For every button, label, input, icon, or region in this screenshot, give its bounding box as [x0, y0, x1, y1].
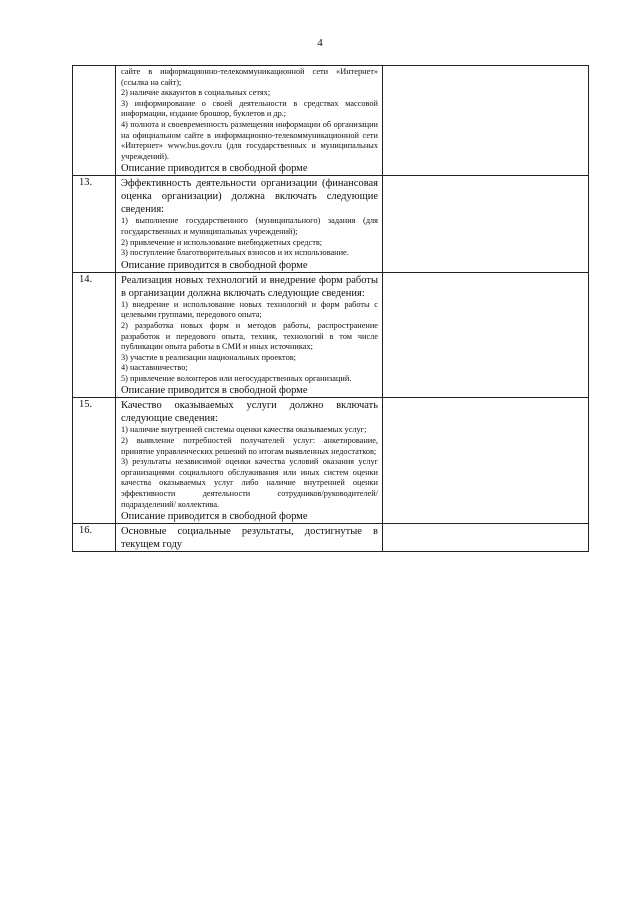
list-item: 2) наличие аккаунтов в социальных сетях;: [121, 88, 271, 98]
row-items: [121, 300, 378, 385]
value-cell: [383, 272, 589, 398]
table-row: [73, 272, 589, 398]
list-item: 5) привлечение волонтеров или негосударственных организаций.: [121, 373, 352, 383]
free-form-note: Описание приводится в свободной форме: [121, 511, 308, 523]
list-item: сайте в информационно-телекоммуникационной сети «Интернет» (ссылка на сайт);: [121, 67, 378, 87]
criteria-table: [72, 65, 589, 552]
list-item: 2) разработка новых форм и методов работы, распространение разработок и передового опыта, техник, технологий в том числе публикации опыта работы в СМИ и иных источниках;: [121, 320, 378, 352]
row-items: [121, 425, 378, 510]
row-heading: Эффективность деятельности организации (финансовая оценка организации) должна включать следующие сведения:: [121, 178, 378, 216]
value-cell: [383, 176, 589, 272]
list-item: 2) выявление потребностей получателей услуг: анкетирование, принятие управленческих решений по итогам выявленных недостатков;: [121, 436, 378, 456]
free-form-note: Описание приводится в свободной форме: [121, 163, 308, 175]
row-description: [116, 398, 383, 524]
list-item: 1) наличие внутренней системы оценки качества оказываемых услуг;: [121, 425, 367, 435]
table-row: [73, 398, 589, 524]
list-item: 1) выполнение государственного (муниципального) задания (для государственных и муниципальных учреждений);: [121, 216, 378, 236]
free-form-note: Описание приводится в свободной форме: [121, 385, 308, 397]
row-heading: Качество оказываемых услуги должно включать следующие сведения:: [121, 400, 378, 425]
list-item: 1) внедрение и использование новых технологий и форм работы с целевыми группами, передового опыта;: [121, 299, 378, 320]
row-description: [116, 524, 383, 552]
row-number: 13.: [73, 176, 116, 272]
row-number: 15.: [73, 398, 116, 524]
list-item: 3) информирование о своей деятельности в средствах массовой информации, издание брошюр, буклетов и др.;: [121, 98, 378, 119]
row-number: [73, 66, 116, 176]
list-item: 2) привлечение и использование внебюджетных средств;: [121, 237, 323, 247]
row-description: [116, 66, 383, 176]
row-number: 16.: [73, 524, 116, 552]
table-row: [73, 524, 589, 552]
page-number: 4: [317, 37, 323, 49]
row-heading: Реализация новых технологий и внедрение форм работы в организации должна включать следующие сведения:: [121, 274, 378, 299]
free-form-note: Описание приводится в свободной форме: [121, 259, 308, 271]
row-description: [116, 272, 383, 398]
row-items: [121, 67, 378, 162]
table-row: [73, 66, 589, 176]
row-items: [121, 216, 378, 258]
value-cell: [383, 398, 589, 524]
row-heading: Основные социальные результаты, достигнутые в текущем году: [121, 526, 378, 551]
value-cell: [383, 66, 589, 176]
list-item: 3) результаты независимой оценки качества условий оказания услуг организациями социального обслуживания или иных систем оценки качества оказываемых услуг либо наличие внутренней оценки эффективности деятельности сотрудников/руководителей/подразделений/ коллектива.: [121, 457, 378, 509]
list-item: 3) поступление благотворительных взносов и их использование.: [121, 248, 349, 258]
list-item: 4) полнота и своевременность размещения информации об организации на официальном сайте в информационно-телекоммуникационной сети «Интернет» www.bus.gov.ru (для государственных и муниципальных учреждений).: [121, 119, 378, 161]
row-number: 14.: [73, 272, 116, 398]
list-item: 3) участие в реализации национальных проектов;: [121, 352, 296, 362]
list-item: 4) наставничество;: [121, 363, 188, 373]
value-cell: [383, 524, 589, 552]
row-description: [116, 176, 383, 272]
table-row: [73, 176, 589, 272]
